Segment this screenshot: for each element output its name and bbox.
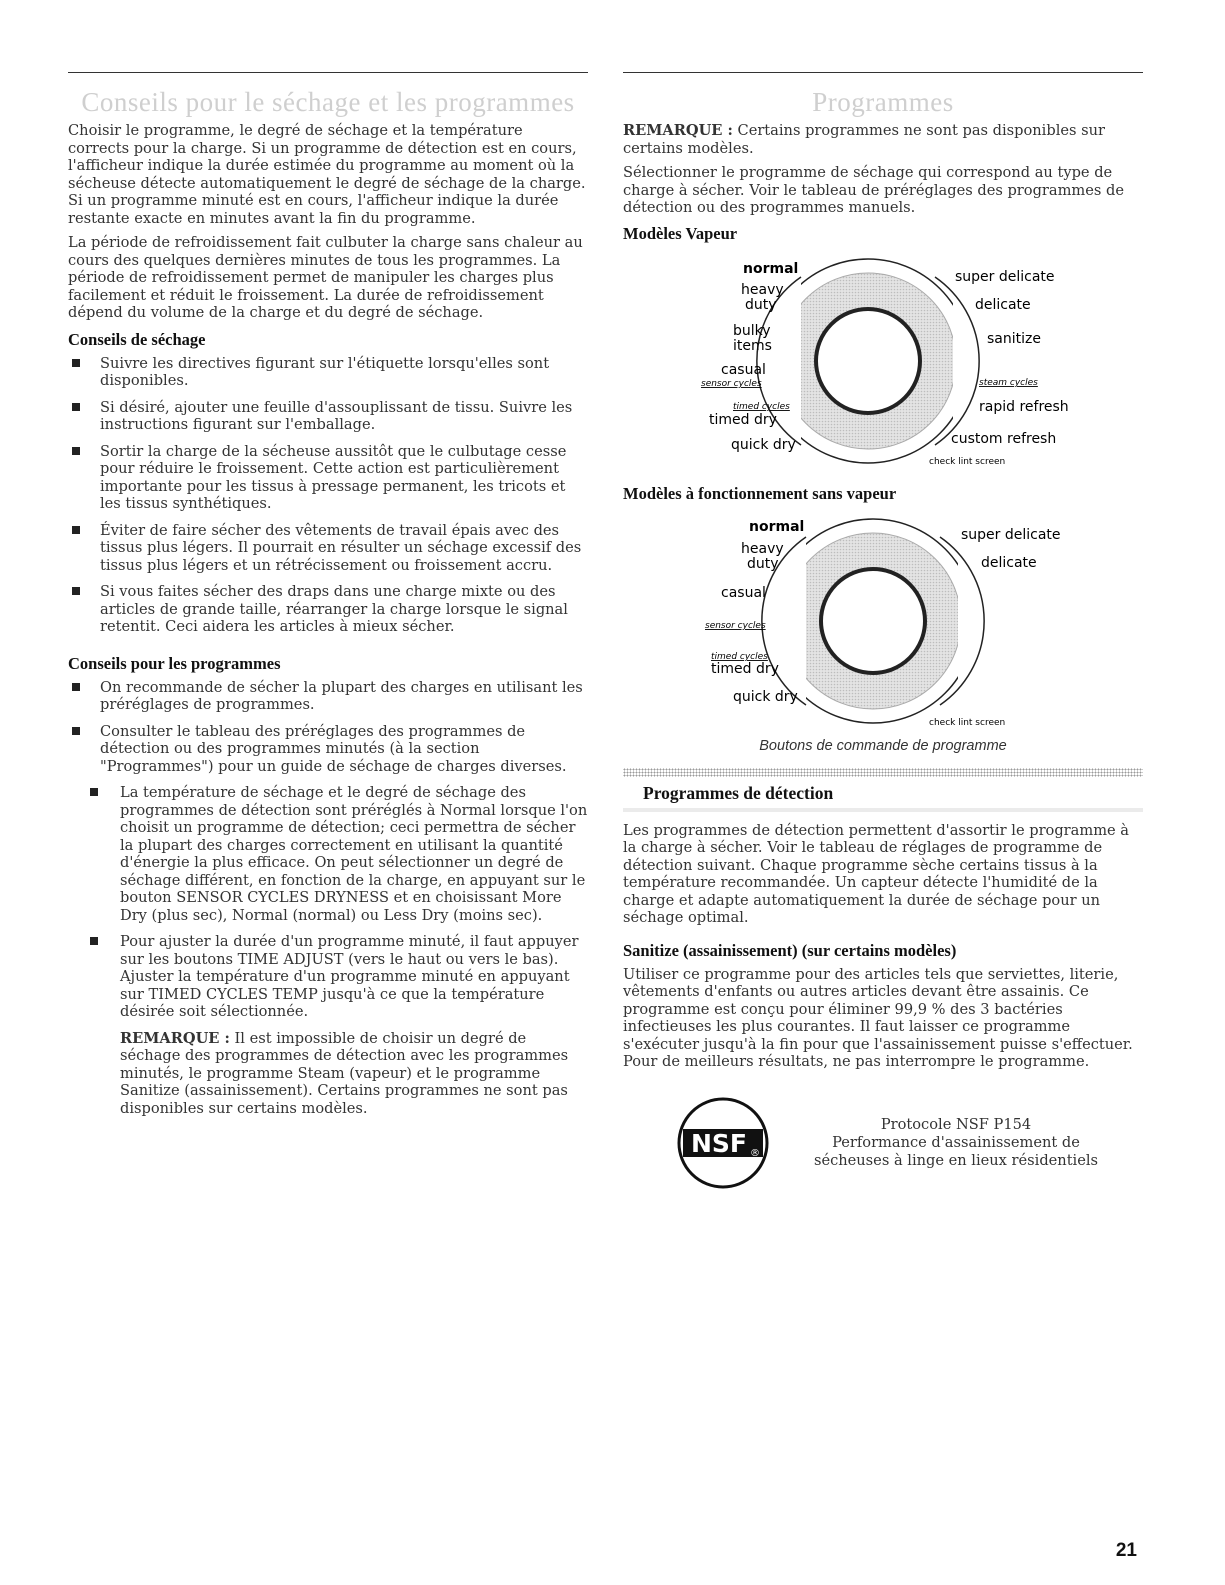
list-item: On recommande de sécher la plupart des charges en utilisant les préréglages de programmes.	[68, 679, 588, 714]
sanitize-heading: Sanitize (assainissement) (sur certains modèles)	[623, 940, 957, 960]
intro-paragraph-1: Choisir le programme, le degré de séchage et la température corrects pour la charge. Si un programme de détection est en cours, l'afficheur indique la durée estimée du programme au moment où la sécheuse détecte automatiquement le degré de séchage de la charge. Si un programme minuté est en cours, l'afficheur indique la durée restante exacte en minutes avant la fin du programme.	[68, 122, 586, 227]
steam-dial-svg	[623, 249, 1143, 474]
label-mask-right	[958, 521, 1018, 721]
list-item: Si vous faites sécher des draps dans une charge mixte ou des articles de grande taille, réarranger la charge lorsque le signal retentit. Ceci aidera les articles à mieux sécher.	[68, 583, 588, 636]
list-item: La température de séchage et le degré de séchage des programmes de détection sont préréglés à Normal lorsque l'on choisit un programme de détection; ceci permettra de sécher la plupart des charges correctement en utilisant la quantité d'énergie la plus efficace. On peut sélectionner un degré de séchage différent, en fonction de la charge, en appuyant sur le bouton SENSOR CYCLES DRYNESS et en choisissant More Dry (plus sec), Normal (normal) ou Less Dry (moins sec).	[86, 784, 588, 924]
cycle-super-delicate[interactable]: super delicate	[961, 526, 1061, 543]
cycle-delicate[interactable]: delicate	[975, 296, 1031, 313]
steam-models-heading: Modèles Vapeur	[623, 223, 738, 243]
select-paragraph: Sélectionner le programme de séchage qui correspond au type de charge à sécher. Voir le tableau de préréglages des programmes de détection ou des programmes manuels.	[623, 164, 1125, 216]
cycle-delicate[interactable]: delicate	[981, 554, 1037, 571]
cycle-normal[interactable]: normal	[749, 518, 805, 535]
note-label: REMARQUE :	[120, 1029, 230, 1047]
cycle-duty[interactable]: duty	[747, 555, 779, 572]
cycle-quick-dry[interactable]: quick dry	[733, 688, 798, 705]
program-tips-heading: Conseils pour les programmes	[68, 653, 281, 673]
note-text: Certains programmes ne sont pas disponibles sur certains modèles.	[623, 122, 1105, 157]
cycle-super-delicate[interactable]: super delicate	[955, 268, 1055, 285]
detection-programs-heading: Programmes de détection	[643, 782, 834, 803]
nsf-line-1: Protocole NSF P154	[880, 1115, 1032, 1133]
steam-dial-diagram	[623, 249, 1143, 474]
detection-paragraph: Les programmes de détection permettent d'assortir le programme à la charge à sécher. Voir le tableau de réglages de programme de détection suivant. Chaque programme sèche certains tissus à la température recommandée. Un capteur détecte l'humidité de la charge et adapte automatiquement la durée de séchage pour un séchage optimal.	[623, 821, 1130, 926]
timed-cycles-label: timed cycles	[733, 401, 790, 412]
cycle-timed-dry[interactable]: timed dry	[709, 411, 777, 428]
list-item: Éviter de faire sécher des vêtements de travail épais avec des tissus plus légers. Il pourrait en résulter un séchage excessif des tissus plus légers et un rétrécissement ou froissement accru.	[68, 522, 588, 575]
non-steam-models-heading: Modèles à fonctionnement sans vapeur	[623, 483, 897, 503]
cycle-duty[interactable]: duty	[745, 296, 777, 313]
cycle-bulky[interactable]: bulky	[733, 322, 771, 339]
cycle-rapid-refresh[interactable]: rapid refresh	[979, 398, 1069, 415]
cycle-custom-refresh[interactable]: custom refresh	[951, 430, 1057, 447]
list-item: Suivre les directives figurant sur l'étiquette lorsqu'elles sont disponibles.	[68, 355, 588, 390]
cycle-quick-dry[interactable]: quick dry	[731, 436, 796, 453]
timed-cycles-label: timed cycles	[711, 651, 768, 662]
section-title-programs: Programmes	[812, 87, 954, 117]
list-item: Consulter le tableau des préréglages des programmes de détection ou des programmes minutés (à la section "Programmes") pour un guide de séchage de charges diverses.	[68, 723, 588, 776]
non-steam-dial-diagram	[623, 509, 1143, 734]
nsf-line-3: sécheuses à linge en lieux résidentiels	[813, 1151, 1099, 1169]
page-number: 21	[1115, 1540, 1137, 1561]
dial-center	[816, 309, 920, 413]
section-divider	[623, 768, 1143, 777]
list-item: Si désiré, ajouter une feuille d'assouplissant de tissu. Suivre les instructions figurant sur l'emballage.	[68, 399, 588, 434]
nsf-logo-text: NSF	[690, 1128, 748, 1158]
note-text: Il est impossible de choisir un degré de séchage des programmes de détection avec les programmes minutés, le programme Steam (vapeur) et le programme Sanitize (assainissement). Certains programmes ne sont pas disponibles sur certains modèles.	[120, 1029, 569, 1117]
check-lint-label: check lint screen	[929, 717, 1006, 728]
cycle-items[interactable]: items	[733, 337, 772, 354]
top-rule	[68, 72, 588, 73]
program-tips-list	[68, 679, 588, 776]
nsf-line-2: Performance d'assainissement de	[832, 1133, 1080, 1151]
cycle-timed-dry[interactable]: timed dry	[711, 660, 779, 677]
cycle-heavy[interactable]: heavy	[741, 540, 784, 557]
nsf-logo	[677, 1097, 769, 1189]
steam-cycles-label: steam cycles	[979, 377, 1038, 388]
nsf-description	[769, 1116, 1143, 1170]
heading-underline	[623, 808, 1143, 812]
drying-tips-heading: Conseils de séchage	[68, 329, 206, 349]
list-item: Pour ajuster la durée d'un programme minuté, il faut appuyer sur les boutons TIME ADJUST (vers le haut ou vers le bas). Ajuster la température d'un programme minuté en appuyant sur TIMED CYCLES TEMP jusqu'à ce que la température désirée soit sélectionnée.	[86, 933, 588, 1021]
cycle-sanitize[interactable]: sanitize	[987, 330, 1041, 347]
intro-paragraph-2: La période de refroidissement fait culbuter la charge sans chaleur au cours des quelques dernières minutes de tous les programmes. La période de refroidissement permet de manipuler les charges plus facilement et réduit le froissement. La durée de refroidissement dépend du volume de la charge et du degré de séchage.	[68, 234, 583, 321]
left-column	[68, 72, 588, 1124]
sanitize-paragraph: Utiliser ce programme pour des articles tels que serviettes, literie, vêtements d'enfants ou autres articles devant être assainis. Ce programme est conçu pour éliminer 99,9 % des 3 bactéries infectieuses les plus courantes. Il faut laisser ce programme s'exécuter jusqu'à la fin pour que l'assainissement puisse s'effectuer. Pour de meilleurs résultats, ne pas interrompre le programme.	[623, 965, 1133, 1070]
right-column	[623, 72, 1143, 1189]
registered-mark: ®	[750, 1147, 760, 1159]
list-item: Sortir la charge de la sécheuse aussitôt que le culbutage cesse pour réduire le froissement. Cette action est particulièrement importante pour les tissus à pressage permanent, les tricots et les tissus synthétiques.	[68, 443, 588, 513]
sensor-cycles-label: sensor cycles	[705, 620, 766, 631]
drying-tips-list	[68, 355, 588, 636]
note-label: REMARQUE :	[623, 122, 733, 139]
cycle-normal[interactable]: normal	[743, 260, 799, 277]
cycle-heavy[interactable]: heavy	[741, 281, 784, 298]
non-steam-dial-svg	[623, 509, 1143, 734]
section-title-tips: Conseils pour le séchage et les programmes	[81, 87, 575, 117]
check-lint-label: check lint screen	[929, 456, 1006, 467]
sensor-cycles-label: sensor cycles	[701, 378, 762, 389]
dial-center	[821, 569, 925, 673]
note-paragraph	[623, 122, 1143, 157]
nsf-certification	[623, 1097, 1143, 1189]
program-subtips-list	[86, 784, 588, 1021]
top-rule	[623, 72, 1143, 73]
figure-caption: Boutons de commande de programme	[759, 737, 1007, 754]
cycle-casual[interactable]: casual	[721, 584, 766, 601]
note-paragraph	[120, 1030, 588, 1118]
cycle-casual[interactable]: casual	[721, 361, 766, 378]
